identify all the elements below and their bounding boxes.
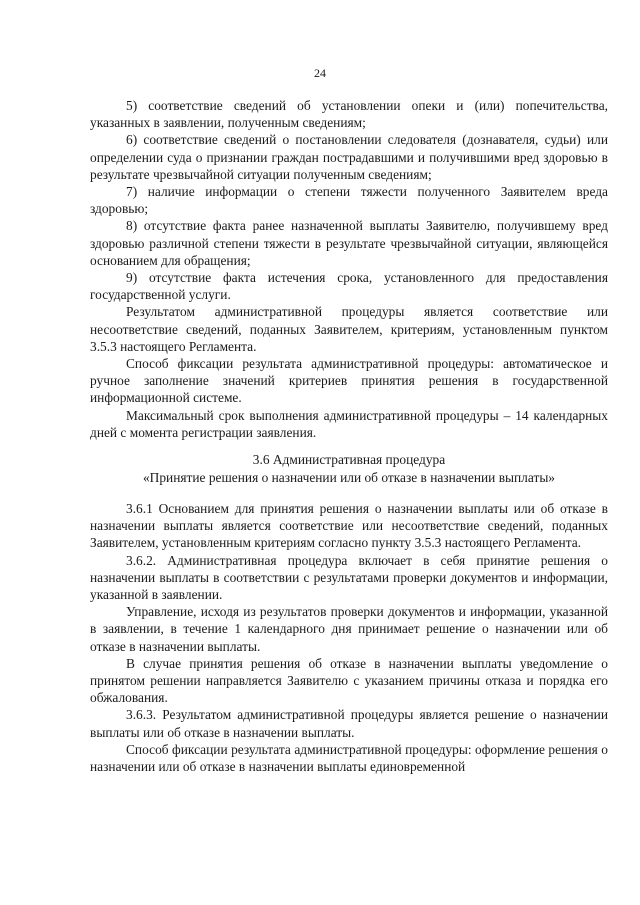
paragraph-refusal-notice: В случае принятия решения об отказе в назначении выплаты уведомление о принятом решении направляется Заявителю с указанием причины отказа и порядка его обжалования. [90, 655, 608, 706]
paragraph-3-6-3: 3.6.3. Результатом административной процедуры является решение о назначении выплаты или об отказе в назначении выплаты. [90, 707, 608, 740]
paragraph-3-6-2: 3.6.2. Административная процедура включает в себя принятие решения о назначении выплаты в соответствии с результатами проверки документов и информации, указанной в заявлении. [90, 552, 608, 603]
section-heading [90, 451, 608, 487]
text-block-bottom [90, 500, 608, 775]
paragraph-fixation-method-2: Способ фиксации результата административной процедуры: оформление решения о назначении или об отказе в назначении выплаты единовременной [90, 741, 608, 775]
paragraph-management-decision: Управление, исходя из результатов проверки документов и информации, указанной в заявлении, в течение 1 календарного дня принимает решение о назначении или об отказе в назначении выплаты. [90, 604, 608, 654]
paragraph-fixation-method: Способ фиксации результата административной процедуры: автоматическое и ручное заполнение значений критериев принятия решения в государственной информационной системе. [90, 356, 608, 406]
paragraph-item-5: 5) соответствие сведений об установлении опеки и (или) попечительства, указанных в заявлении, полученным сведениям; [90, 98, 608, 131]
paragraph-item-6: 6) соответствие сведений о постановлении следователя (дознавателя, судьи) или определении суда о признании граждан пострадавшими и получившими вред здоровью в результате чрезвычайной ситуации полученным сведениям; [90, 132, 608, 182]
paragraph-3-6-1: 3.6.1 Основанием для принятия решения о назначении выплаты или об отказе в назначении выплаты является соответствие или несоответствие сведений, поданных Заявителем, установленным критериям согласно пункту 3.5.3 настоящего Регламента. [90, 501, 608, 551]
section-subtitle: «Принятие решения о назначении или об отказе в назначении выплаты» [142, 470, 556, 485]
paragraph-max-term: Максимальный срок выполнения административной процедуры – 14 календарных дней с момента регистрации заявления. [90, 407, 608, 440]
paragraph-item-8: 8) отсутствие факта ранее назначенной выплаты Заявителю, получившему вред здоровью различной степени тяжести в результате чрезвычайной ситуации, являющейся основанием для обращения; [90, 218, 608, 268]
paragraph-item-9: 9) отсутствие факта истечения срока, установленного для предоставления государственной услуги. [90, 270, 608, 303]
paragraph-item-7: 7) наличие информации о степени тяжести полученного Заявителем вреда здоровью; [90, 184, 608, 217]
text-block-top [90, 97, 608, 441]
page-number: 24 [314, 66, 326, 80]
section-title: 3.6 Административная процедура [252, 452, 446, 467]
paragraph-result: Результатом административной процедуры является соответствие или несоответствие сведений, поданных Заявителем, критериям, установленным пунктом 3.5.3 настоящего Регламента. [90, 304, 608, 354]
